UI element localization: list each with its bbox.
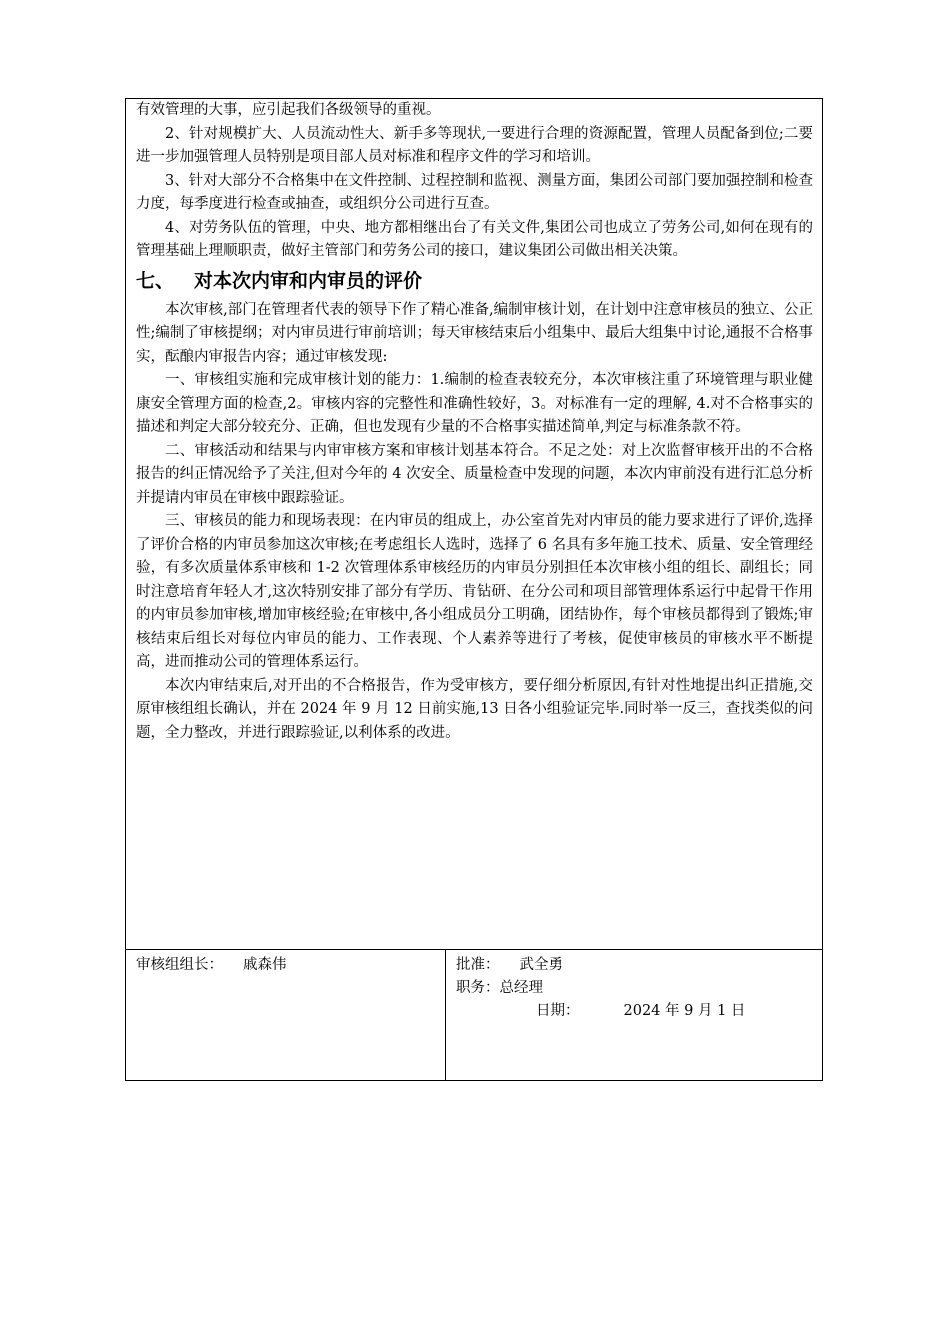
evaluation-paragraph-2: 二、审核活动和结果与内审审核方案和审核计划基本符合。不足之处：对上次监督审核开出的不合格报告的纠正情况给予了关注,但对今年的 4 次安全、质量检查中发现的问题，本次内审前没有进行汇总分析并提请内审员在审核中跟踪验证。 (136, 442, 813, 506)
position-label: 职务： (456, 980, 500, 996)
evaluation-paragraph-1: 一、审核组实施和完成审核计划的能力：1.编制的检查表较充分，本次审核注重了环境管理与职业健康安全管理方面的检查,2。审核内容的完整性和准确性较好，3。对标准有一定的理解, 4.对不合格事实的描述和判定大部分较充分、正确，但也发现有少量的不合格事实描述简单,判定与标准条款不符。 (136, 372, 813, 435)
date-line (456, 1000, 812, 1023)
audit-leader-label: 审核组组长： (136, 957, 223, 973)
audit-leader-name: 戚森伟 (243, 957, 287, 973)
section-number: 七、 (136, 269, 175, 292)
audit-leader-cell (126, 950, 446, 1080)
approval-line (456, 954, 812, 977)
date-value: 2024 年 9 月 1 日 (623, 1003, 746, 1019)
approver-name: 武全勇 (519, 957, 563, 973)
paragraph-item-4: 4、对劳务队伍的管理，中央、地方都相继出台了有关文件,集团公司也成立了劳务公司,如何在现有的管理基础上理顺职责，做好主管部门和劳务公司的接口，建议集团公司做出相关决策。 (136, 219, 813, 259)
report-table (125, 98, 823, 1081)
content-cell (126, 99, 822, 950)
position-value: 总经理 (499, 980, 543, 996)
approve-label: 批准： (456, 957, 500, 973)
section-title: 对本次内审和内审员的评价 (194, 269, 423, 292)
paragraph-continued: 有效管理的大事，应引起我们各级领导的重视。 (136, 102, 441, 118)
closing-paragraph: 本次内审结束后,对开出的不合格报告，作为受审核方，要仔细分析原因,有针对性地提出纠正措施,交原审核组组长确认，并在 2024 年 9 月 12 日前实施,13 日各小组验证完毕.同时举一反三，查找类似的问题，全力整改，并进行跟踪验证,以利体系的改进。 (136, 677, 813, 741)
signoff-row (126, 950, 822, 1080)
position-line (456, 977, 812, 1000)
paragraph-item-3: 3、针对大部分不合格集中在文件控制、过程控制和监视、测量方面，集团公司部门要加强控制和检查力度，每季度进行检查或抽查，或组织分公司进行互查。 (136, 172, 813, 212)
section-intro-paragraph: 本次审核,部门在管理者代表的领导下作了精心准备,编制审核计划，在计划中注意审核员的独立、公正性;编制了审核提纲；对内审员进行审前培训；每天审核结束后小组集中、最后大组集中讨论,通报不合格事实，酝酿内审报告内容；通过审核发现: (136, 301, 813, 365)
date-label: 日期： (536, 1003, 580, 1019)
approval-cell (446, 950, 822, 1080)
paragraph-item-2: 2、针对规模扩大、人员流动性大、新手多等现状,一要进行合理的资源配置，管理人员配备到位;二要进一步加强管理人员特别是项目部人员对标准和程序文件的学习和培训。 (136, 125, 813, 165)
evaluation-paragraph-3: 三、审核员的能力和现场表现：在内审员的组成上，办公室首先对内审员的能力要求进行了评价,选择了评价合格的内审员参加这次审核;在考虑组长人选时，选择了 6 名具有多年施工技术、质量、安全管理经验，有多次质量体系审核和 1-2 次管理体系审核经历的内审员分别担任本次审核小组的组长、副组长；同时注意培育年轻人才,这次特别安排了部分有学历、肯钻研、在分公司和项目部管理体系运行中起骨干作用的内审员参加审核,增加审核经验;在审核中,各小组成员分工明确，团结协作，每个审核员都得到了锻炼;审核结束后组长对每位内审员的能力、工作表现、个人素养等进行了考核，促使审核员的审核水平不断提高，进而推动公司的管理体系运行。 (136, 513, 813, 670)
section-heading (136, 267, 813, 295)
